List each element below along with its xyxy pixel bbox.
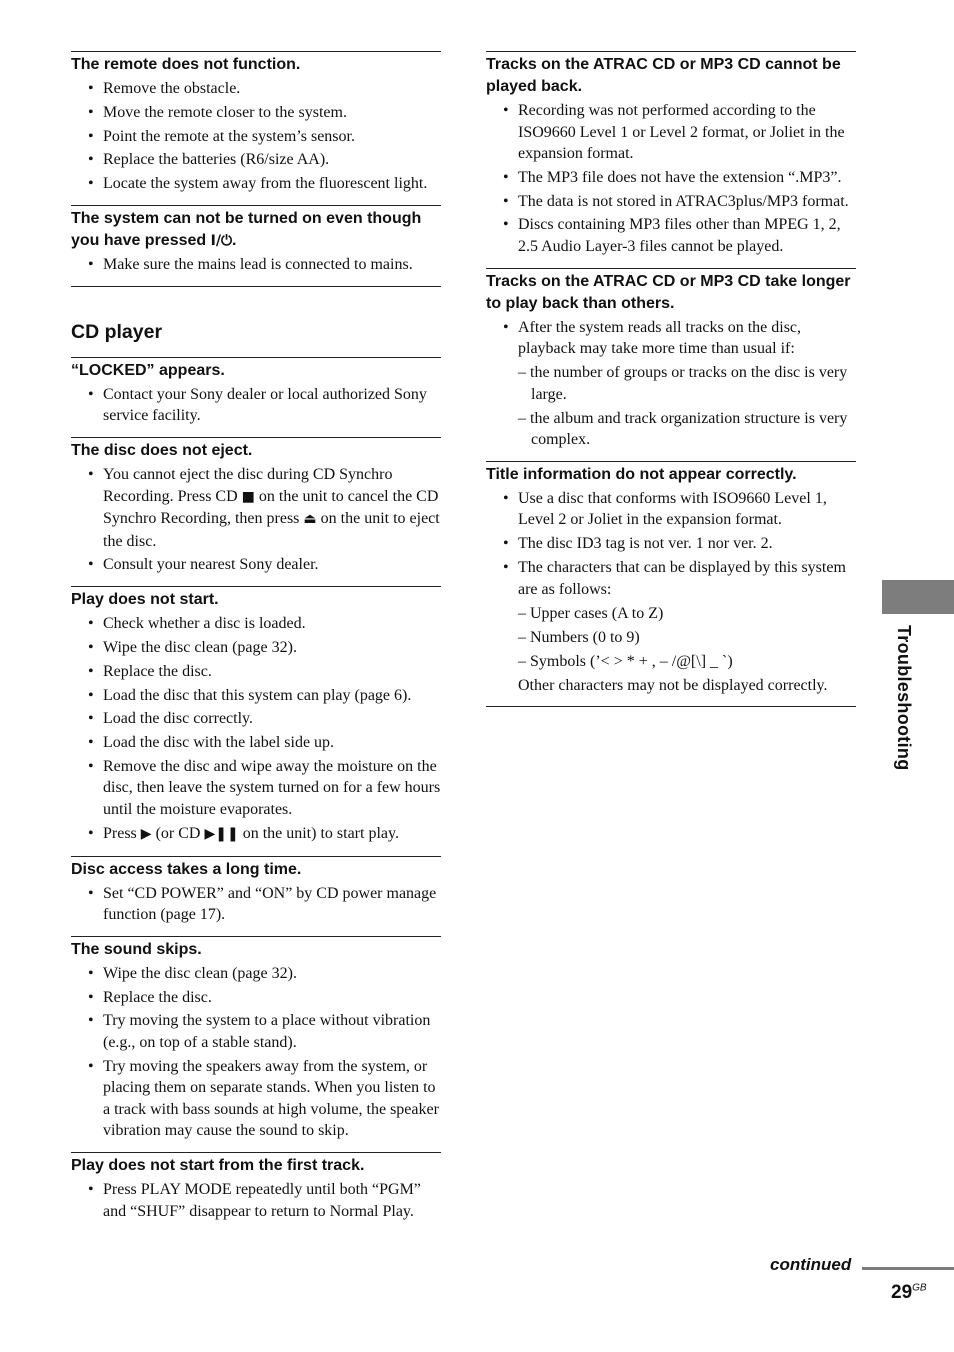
- list-item: • Load the disc correctly.: [71, 708, 441, 730]
- list-item: • Remove the obstacle.: [71, 78, 441, 100]
- bullet-list: [71, 613, 441, 845]
- list-item: • Replace the batteries (R6/size AA).: [71, 149, 441, 171]
- sub-item: – the album and track organization structure is very complex.: [518, 409, 848, 449]
- sub-item: – the number of groups or tracks on the disc is very large.: [518, 364, 848, 403]
- section-longer: [486, 268, 856, 461]
- section-heading: Play does not start from the first track.: [71, 1157, 365, 1175]
- list-item: • Check whether a disc is loaded.: [71, 613, 441, 635]
- list-item: [486, 557, 856, 696]
- section-tab-label: Troubleshooting: [894, 625, 914, 771]
- heading-text: .: [232, 231, 237, 249]
- section-heading: Tracks on the ATRAC CD or MP3 CD cannot be played back.: [486, 56, 841, 95]
- section-cannot-play: [486, 51, 856, 268]
- bullet-list: [486, 317, 856, 451]
- sub-item: – Symbols (’< > * + , – /@[\] _ `): [518, 652, 733, 670]
- section-play: [71, 586, 441, 855]
- bullet-list: [71, 78, 441, 195]
- list-item: • Try moving the system to a place without vibration (e.g., on top of a stable stand).: [71, 1010, 441, 1053]
- item-text: on the unit to eject the disc.: [103, 510, 440, 550]
- bullet-list: [71, 963, 441, 1142]
- list-item: • Press PLAY MODE repeatedly until both “PGM” and “SHUF” disappear to return to Normal Play.: [71, 1179, 441, 1222]
- list-item: • Make sure the mains lead is connected to mains.: [71, 254, 441, 276]
- list-item: • Use a disc that conforms with ISO9660 Level 1, Level 2 or Joliet in the expansion format.: [486, 488, 856, 531]
- section-remote: [71, 51, 441, 205]
- section-heading: The disc does not eject.: [71, 442, 253, 460]
- bullet-list: [486, 100, 856, 257]
- section-heading: Disc access takes a long time.: [71, 860, 302, 878]
- continued-label: continued: [770, 1255, 852, 1274]
- list-item: • Contact your Sony dealer or local authorized Sony service facility.: [71, 384, 441, 427]
- power-icon: I/⏻: [210, 232, 233, 249]
- section-access: [71, 856, 441, 936]
- page-number: [891, 1282, 927, 1304]
- section-heading: “LOCKED” appears.: [71, 361, 225, 379]
- section-title-info: [486, 461, 856, 707]
- page-number-value: 29: [891, 1282, 913, 1303]
- list-item: • Set “CD POWER” and “ON” by CD power manage function (page 17).: [71, 883, 441, 926]
- list-item: • Load the disc that this system can play (page 6).: [71, 685, 441, 707]
- list-item: [71, 823, 441, 846]
- list-item: • Discs containing MP3 files other than MPEG 1, 2, 2.5 Audio Layer-3 files cannot be played.: [486, 214, 856, 257]
- heading-text: The system can not be turned on even though you have pressed: [71, 209, 422, 249]
- section-locked: [71, 357, 441, 437]
- list-item: • Load the disc with the label side up.: [71, 732, 441, 754]
- section-heading: The remote does not function.: [71, 56, 301, 73]
- list-item: • The data is not stored in ATRAC3plus/MP3 format.: [486, 191, 856, 213]
- list-item: • Point the remote at the system’s sensor.: [71, 126, 441, 148]
- list-item: • Wipe the disc clean (page 32).: [71, 637, 441, 659]
- section-heading: Title information do not appear correctly.: [486, 465, 797, 483]
- section-heading: [71, 208, 441, 252]
- item-text: on the unit to cancel the CD Synchro Recording, then press: [103, 487, 439, 528]
- bullet-list: [71, 1179, 441, 1222]
- list-item: • Consult your nearest Sony dealer.: [71, 554, 441, 576]
- continued-bar: [862, 1267, 954, 1270]
- subsection-title: CD player: [71, 320, 163, 343]
- item-text: Press: [103, 824, 141, 842]
- list-item: • The disc ID3 tag is not ver. 1 nor ver. 2.: [486, 533, 856, 555]
- section-heading: The sound skips.: [71, 940, 202, 958]
- bullet-list: [71, 883, 441, 926]
- section-first-track: [71, 1152, 441, 1232]
- bullet-list: [71, 254, 441, 276]
- sub-item: – Upper cases (A to Z): [518, 604, 664, 622]
- list-item: [486, 317, 856, 451]
- section-skips: [71, 936, 441, 1152]
- bullet-list: [71, 384, 441, 427]
- list-item: • Move the remote closer to the system.: [71, 102, 441, 124]
- list-item: • The MP3 file does not have the extension “.MP3”.: [486, 167, 856, 189]
- section-heading: Play does not start.: [71, 591, 219, 609]
- section-power: [71, 205, 441, 287]
- bullet-list: [71, 464, 441, 576]
- bullet-list: [486, 488, 856, 696]
- play-pause-icon: ▶❚❚: [204, 825, 239, 842]
- item-text: You cannot eject the disc during CD Synchro Recording. Press CD: [103, 466, 393, 505]
- list-item: • Wipe the disc clean (page 32).: [71, 963, 441, 985]
- sub-item: – Numbers (0 to 9): [518, 628, 640, 646]
- right-column: [486, 51, 856, 707]
- list-item: • Replace the disc.: [71, 987, 441, 1009]
- item-text: • After the system reads all tracks on the disc, playback may take more time than usual if:: [518, 318, 802, 358]
- list-item: • Replace the disc.: [71, 661, 441, 683]
- section-eject: [71, 437, 441, 586]
- item-text: on the unit) to start play.: [238, 824, 399, 842]
- section-tab: [882, 580, 954, 614]
- list-item: • Remove the disc and wipe away the moisture on the disc, then leave the system turned on for a few hours until the moisture evaporates.: [71, 756, 441, 821]
- item-text: • The characters that can be displayed by this system are as follows:: [518, 559, 846, 598]
- left-column: [71, 51, 441, 1232]
- list-item: • Locate the system away from the fluorescent light.: [71, 173, 441, 195]
- item-text: (or CD: [151, 824, 205, 842]
- list-item: • Recording was not performed according to the ISO9660 Level 1 or Level 2 format, or Joliet in the expansion format.: [486, 100, 856, 165]
- section-heading: Tracks on the ATRAC CD or MP3 CD take longer to play back than others.: [486, 272, 851, 312]
- list-item: [71, 464, 441, 552]
- note-text: Other characters may not be displayed correctly.: [518, 676, 828, 694]
- stop-icon: ■: [241, 488, 255, 505]
- play-icon: ▶: [140, 825, 152, 842]
- list-item: • Try moving the speakers away from the system, or placing them on separate stands. When you listen to a track with bass sounds at high volume, the speaker vibration may cause the sound to skip.: [71, 1056, 441, 1142]
- eject-icon: ⏏: [303, 511, 317, 528]
- page-number-suffix: GB: [912, 1282, 927, 1294]
